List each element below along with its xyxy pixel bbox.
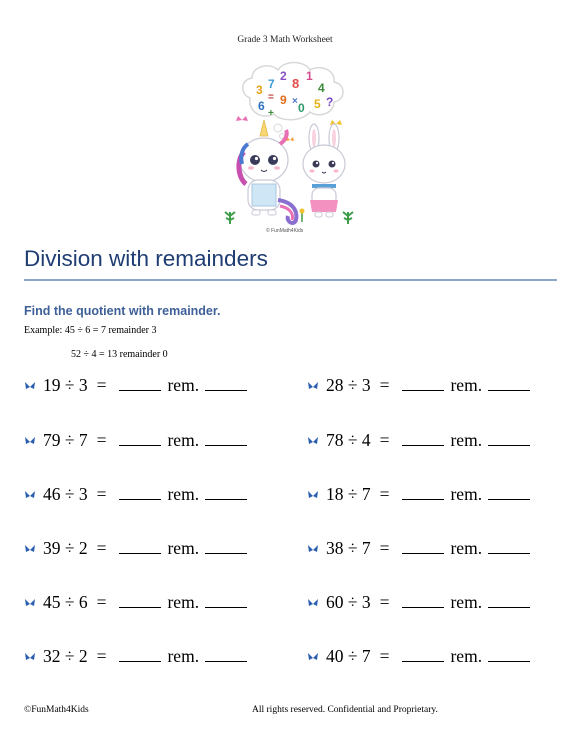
- quotient-blank[interactable]: [119, 606, 161, 608]
- cloud-digit: 5: [314, 97, 321, 111]
- problem-item: [24, 538, 247, 559]
- quotient-blank[interactable]: [402, 552, 444, 554]
- butterfly-icon: [307, 380, 319, 392]
- rem-label: rem.: [167, 538, 200, 558]
- problem-expression: 32 ÷ 2: [43, 646, 88, 666]
- equals-sign: =: [96, 484, 107, 504]
- instruction-text: Find the quotient with remainder.: [24, 304, 221, 318]
- problem-item: [307, 484, 530, 505]
- problem-expression: 40 ÷ 7: [326, 646, 371, 666]
- remainder-blank[interactable]: [488, 389, 530, 391]
- equals-sign: =: [96, 538, 107, 558]
- svg-text:+: +: [268, 108, 274, 119]
- remainder-blank[interactable]: [205, 444, 247, 446]
- cloud-digit: 4: [318, 81, 325, 95]
- cloud-digit: 8: [292, 76, 300, 91]
- problem-expression: 78 ÷ 4: [326, 430, 371, 450]
- equals-sign: =: [96, 430, 107, 450]
- example-line: Example: 45 ÷ 6 = 7 remainder 3: [24, 325, 157, 336]
- butterfly-icon: [24, 597, 36, 609]
- problem-item: [307, 538, 530, 559]
- remainder-blank[interactable]: [205, 552, 247, 554]
- problem-item: [24, 592, 247, 613]
- cloud-digit: 2: [280, 69, 287, 83]
- problem-expression: 28 ÷ 3: [326, 375, 371, 395]
- cloud-digit: 9: [280, 93, 287, 107]
- butterfly-icon: [24, 435, 36, 447]
- butterfly-icon: [307, 489, 319, 501]
- quotient-blank[interactable]: [402, 498, 444, 500]
- equals-sign: =: [379, 646, 390, 666]
- problem-expression: 18 ÷ 7: [326, 484, 371, 504]
- quotient-blank[interactable]: [402, 389, 444, 391]
- quotient-blank[interactable]: [402, 660, 444, 662]
- problem-item: [307, 646, 530, 667]
- remainder-blank[interactable]: [205, 606, 247, 608]
- remainder-blank[interactable]: [488, 498, 530, 500]
- rem-label: rem.: [167, 592, 200, 612]
- quotient-blank[interactable]: [119, 552, 161, 554]
- problem-expression: 79 ÷ 7: [43, 430, 88, 450]
- unicorn-character: [239, 120, 296, 223]
- quotient-blank[interactable]: [402, 606, 444, 608]
- flower-icon: [300, 209, 305, 223]
- example-line-2: 52 ÷ 4 = 13 remainder 0: [71, 349, 168, 360]
- rem-label: rem.: [450, 484, 483, 504]
- quotient-blank[interactable]: [119, 444, 161, 446]
- quotient-blank[interactable]: [402, 444, 444, 446]
- rem-label: rem.: [450, 646, 483, 666]
- cloud-digit: 1: [306, 69, 313, 83]
- quotient-blank[interactable]: [119, 660, 161, 662]
- unicorn-bunny-illustration: [222, 60, 362, 235]
- remainder-blank[interactable]: [205, 660, 247, 662]
- remainder-blank[interactable]: [488, 444, 530, 446]
- butterfly-icon: [24, 489, 36, 501]
- problem-expression: 39 ÷ 2: [43, 538, 88, 558]
- remainder-blank[interactable]: [488, 552, 530, 554]
- rem-label: rem.: [167, 430, 200, 450]
- rem-label: rem.: [450, 538, 483, 558]
- butterfly-icon: [307, 651, 319, 663]
- problem-expression: 46 ÷ 3: [43, 484, 88, 504]
- butterfly-icon: [24, 651, 36, 663]
- butterfly-icon: [24, 380, 36, 392]
- problem-expression: 60 ÷ 3: [326, 592, 371, 612]
- plant-icon: [343, 212, 353, 224]
- problem-item: [307, 375, 530, 396]
- thought-cloud: [243, 63, 343, 139]
- equals-sign: =: [379, 375, 390, 395]
- svg-text:=: =: [268, 92, 274, 103]
- worksheet-title: Division with remainders: [24, 246, 268, 271]
- footer-copyright: ©FunMath4Kids: [24, 705, 89, 715]
- problem-item: [24, 375, 247, 396]
- plant-icon: [225, 212, 235, 224]
- cloud-digit: 6: [258, 99, 265, 113]
- equals-sign: =: [379, 430, 390, 450]
- rem-label: rem.: [167, 484, 200, 504]
- quotient-blank[interactable]: [119, 389, 161, 391]
- problem-item: [307, 430, 530, 451]
- butterfly-icon: [307, 597, 319, 609]
- butterfly-icon: [24, 543, 36, 555]
- equals-sign: =: [379, 592, 390, 612]
- footer-rights: All rights reserved. Confidential and Proprietary.: [252, 705, 438, 715]
- problem-expression: 38 ÷ 7: [326, 538, 371, 558]
- butterfly-icon: [236, 116, 248, 121]
- remainder-blank[interactable]: [205, 498, 247, 500]
- rem-label: rem.: [450, 592, 483, 612]
- problem-item: [24, 430, 247, 451]
- equals-sign: =: [96, 646, 107, 666]
- svg-text:×: ×: [292, 96, 298, 107]
- cloud-digit: ?: [326, 95, 334, 109]
- problem-item: [24, 646, 247, 667]
- rem-label: rem.: [167, 375, 200, 395]
- cloud-digit: 0: [298, 101, 305, 115]
- problem-item: [24, 484, 247, 505]
- cloud-digit: 7: [268, 77, 275, 91]
- remainder-blank[interactable]: [205, 389, 247, 391]
- equals-sign: =: [379, 484, 390, 504]
- bunny-character: [303, 124, 345, 217]
- title-divider: [24, 279, 557, 281]
- quotient-blank[interactable]: [119, 498, 161, 500]
- equals-sign: =: [96, 592, 107, 612]
- rem-label: rem.: [167, 646, 200, 666]
- problem-expression: 45 ÷ 6: [43, 592, 88, 612]
- problem-item: [307, 592, 530, 613]
- illustration-credit: © FunMath4Kids: [266, 228, 304, 234]
- problem-expression: 19 ÷ 3: [43, 375, 88, 395]
- equals-sign: =: [96, 375, 107, 395]
- rem-label: rem.: [450, 375, 483, 395]
- equals-sign: =: [379, 538, 390, 558]
- cloud-digit: 3: [256, 83, 263, 97]
- butterfly-icon: [307, 435, 319, 447]
- remainder-blank[interactable]: [488, 660, 530, 662]
- butterfly-icon: [307, 543, 319, 555]
- remainder-blank[interactable]: [488, 606, 530, 608]
- worksheet-header: Grade 3 Math Worksheet: [237, 35, 333, 45]
- rem-label: rem.: [450, 430, 483, 450]
